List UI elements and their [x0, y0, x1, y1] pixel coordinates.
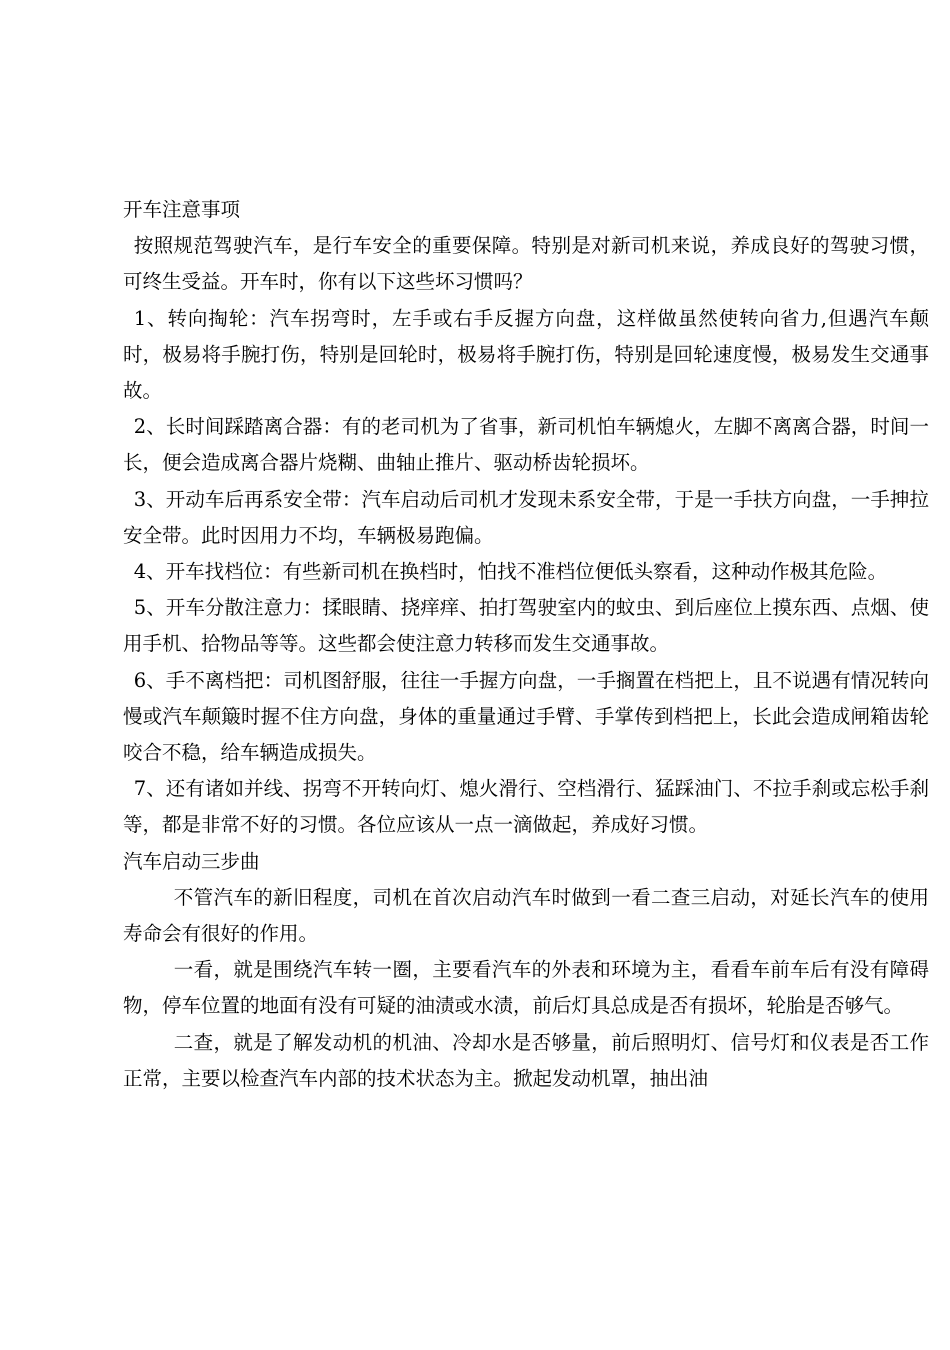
list-item: 7、还有诸如并线、拐弯不开转向灯、熄火滑行、空档滑行、猛踩油门、不拉手刹或忘松手刹等，都是非常不好的习惯。各位应该从一点一滴做起，养成好习惯。 — [123, 777, 929, 837]
list-item: 1、转向掏轮：汽车拐弯时，左手或右手反握方向盘，这样做虽然使转向省力,但遇汽车颠时，极易将手腕打伤，特别是回轮时，极易将手腕打伤，特别是回轮速度慢，极易发生交通事故。 — [123, 306, 929, 403]
body-paragraph: 一看，就是围绕汽车转一圈，主要看汽车的外表和环境为主，看看车前车后有没有障碍物，停车位置的地面有没有可疑的油渍或水渍，前后灯具总成是否有损坏，轮胎是否够气。 — [123, 958, 929, 1018]
section-heading-driving-precautions: 开车注意事项 — [123, 198, 241, 221]
list-item: 3、开动车后再系安全带：汽车启动后司机才发现未系安全带，于是一手扶方向盘，一手抻拉安全带。此时因用力不均，车辆极易跑偏。 — [123, 487, 929, 547]
list-item: 6、手不离档把：司机图舒服，往往一手握方向盘，一手搁置在档把上，且不说遇有情况转向慢或汽车颠簸时握不住方向盘，身体的重量通过手臂、手掌传到档把上，长此会造成闸箱齿轮咬合不稳，给车辆造成损失。 — [123, 668, 929, 765]
document-page — [123, 192, 929, 1097]
body-paragraph: 二查，就是了解发动机的机油、冷却水是否够量，前后照明灯、信号灯和仪表是否工作正常，主要以检查汽车内部的技术状态为主。掀起发动机罩，抽出油 — [123, 1030, 929, 1090]
list-item: 4、开车找档位：有些新司机在换档时，怕找不准档位便低头察看，这种动作极其危险。 — [133, 560, 888, 584]
section-heading-start-steps: 汽车启动三步曲 — [123, 849, 260, 873]
list-item: 5、开车分散注意力：揉眼睛、挠痒痒、拍打驾驶室内的蚊虫、到后座位上摸东西、点烟、使用手机、拾物品等等。这些都会使注意力转移而发生交通事故。 — [123, 596, 929, 656]
list-item: 2、长时间踩踏离合器：有的老司机为了省事，新司机怕车辆熄火，左脚不离离合器，时间一长，便会造成离合器片烧糊、曲轴止推片、驱动桥齿轮损坏。 — [123, 415, 929, 475]
body-paragraph: 不管汽车的新旧程度，司机在首次启动汽车时做到一看二查三启动，对延长汽车的使用寿命会有很好的作用。 — [123, 885, 929, 946]
intro-paragraph: 按照规范驾驶汽车，是行车安全的重要保障。特别是对新司机来说，养成良好的驾驶习惯，可终生受益。开车时，你有以下这些坏习惯吗？ — [123, 234, 929, 294]
